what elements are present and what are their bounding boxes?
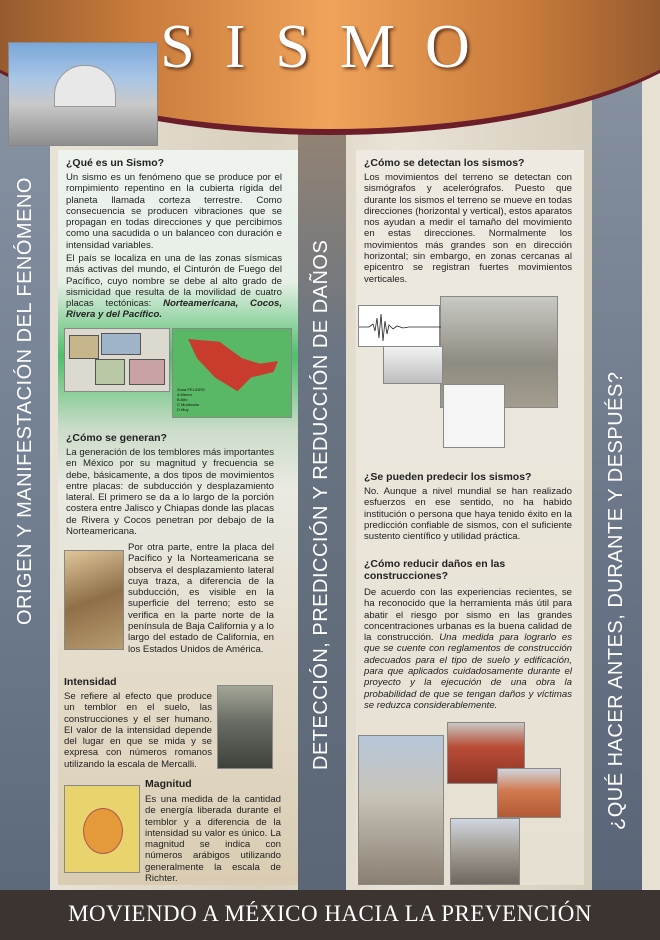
poster-title: SISMO (160, 13, 500, 81)
intensity-map (64, 785, 140, 873)
fault-canyon-photo (64, 550, 124, 650)
footer-bar (0, 890, 660, 940)
heading-magnitude: Magnitud (145, 778, 192, 790)
side-label-detection: DETECCIÓN, PREDICCIÓN Y REDUCCIÓN DE DAÑOS (310, 239, 332, 770)
text-reduce-damage (364, 587, 572, 711)
footer-slogan: MOVIENDO A MÉXICO HACIA LA PREVENCIÓN (68, 901, 592, 926)
text-reduce-damage-italic: Una medida para lograrlo es que se cuente con reglamentos de construcción adecuados para el tipo de suelo y edificación, para que aplicados cuidadosamente durante el proyecto y la ejecución de una obra la probabilidad de que se tengan daños y víctimas se reduzca considerablemente. (364, 632, 572, 711)
side-label-what-to-do: ¿QUÉ HACER ANTES, DURANTE Y DESPUÉS? (605, 371, 627, 830)
text-ring-of-fire (66, 253, 282, 321)
accelerograph-photo (443, 384, 505, 448)
seismogram-trace (358, 305, 440, 347)
text-intensity: Se refiere al efecto que produce un temblor en el suelo, las construcciones y el ser humano. El valor de la intensidad depende del lugar en que se mida y se expresa con números romanos utilizando la escala de Mercalli. (64, 691, 212, 770)
reinforced-building-photo (450, 818, 520, 885)
cathedral-photo (8, 42, 158, 146)
heading-prediction: ¿Se pueden predecir los sismos? (364, 471, 532, 483)
edge-band (642, 0, 660, 890)
heading-what-is-earthquake: ¿Qué es un Sismo? (66, 157, 165, 169)
heading-reduce-damage: ¿Cómo reducir daños en las construcciones? (364, 558, 506, 582)
side-label-origin: ORIGEN Y MANIFESTACIÓN DEL FENÓMENO (14, 177, 36, 625)
text-reduce-damage-main: De acuerdo con las experiencias recientes, se ha reconocido que la herramienta más útil para abatir el riesgo por sismo en las grandes concentraciones urbanas es la buena calidad de la construcción. (364, 587, 572, 644)
text-ring-of-fire-start: El país se localiza en una de las zonas sísmicas más activas del mundo, el Cinturón de Fuego del Pacífico, cuyo nombre se debe al alto grado de sismicidad que resulta de la movilidad de cuatro placas tectónicas: (66, 253, 282, 310)
heading-detection: ¿Cómo se detectan los sismos? (364, 157, 525, 169)
damaged-building-photo (358, 735, 444, 885)
heading-intensity: Intensidad (64, 676, 117, 688)
text-detection: Los movimientos del terreno se detectan con sismógrafos y acelerógrafos. Puesto que durante los sismos el terreno se mueve en todas direcciones (horizontal y vertical), estos aparatos nos ayudan a medir el tamaño del movimiento en estas direcciones. Normalmente los movimientos más grandes son en dirección horizontal; sin embargo, en zonas cercanas al epicentro se registran fuertes movimientos verticales. (364, 172, 572, 285)
text-prediction: No. Aunque a nivel mundial se han realizado esfuerzos en ese sentido, no ha habido institución o persona que haya tenido éxito en la predicción confiable de sismos, con el suficiente sustento científico y utilidad práctica. (364, 486, 572, 543)
seismograph-drum-photo (383, 346, 443, 384)
heading-how-generated: ¿Cómo se generan? (66, 432, 167, 444)
text-magnitude: Es una medida de la cantidad de energía liberada durante el temblor y a diferencia de la intensidad su valor es único. La magnitud se indica con números arábigos utilizando generalmente la escala de Richter. (145, 794, 281, 885)
text-what-is-earthquake: Un sismo es un fenómeno que se produce por el rompimiento repentino en la cubierta rígida del planeta llamada corteza terrestre. Como consecuencia se producen vibraciones que se propagan en todas direcciones y que percibimos como una sacudida o un balanceo con duración e intensidad variables. (66, 172, 282, 251)
text-lateral-displacement: Por otra parte, entre la placa del Pacífico y la Norteamericana se observa el desplazamiento lateral cuya traza, a diferencia de la subducción, es visible en la superficie del terreno; esto se verifica en la parte norte de la península de Baja California y a lo largo del estado de California, en los Estados Unidos de América. (128, 542, 274, 655)
text-plate-names: Norteamericana, Cocos, Rivera y del Pacífico. (66, 298, 283, 321)
tectonic-plates-map (64, 328, 170, 392)
map-legend: Zona PELIGRO A Menor B Alto C Moderado D Muy (177, 387, 206, 412)
cracked-road-photo (217, 685, 273, 769)
house-construction-photo (497, 768, 561, 818)
mexico-seismic-zones-map (172, 328, 292, 418)
text-how-generated: La generación de los temblores más importantes en México por su magnitud y frecuencia se debe, básicamente, a dos tipos de movimientos entre placas: de subducción y desplazamiento lateral. El primero se da a lo largo de la porción costera entre Jalisco y Chiapas donde las placas de Rivera y Cocos penetran por debajo de la Norteamericana. (66, 447, 274, 538)
